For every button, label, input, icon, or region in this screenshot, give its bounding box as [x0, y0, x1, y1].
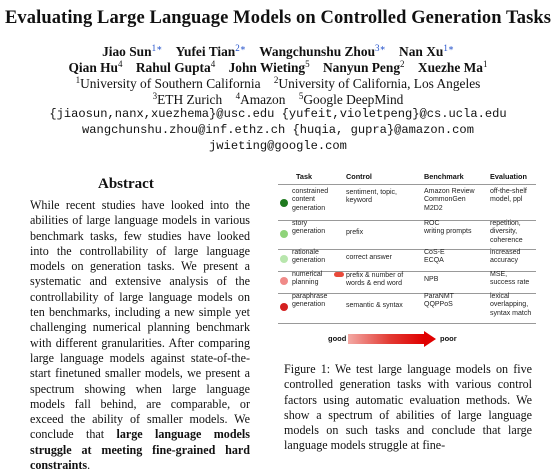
control-cell: prefix [346, 228, 364, 236]
task-status-dot [280, 199, 288, 207]
benchmark-cell: Amazon Review CommonGen M2D2 [424, 188, 475, 212]
task-status-dot [280, 303, 288, 311]
author-marker: 2 [400, 59, 405, 69]
affiliation-marker: 2 [273, 75, 279, 85]
control-cell: correct answer [346, 254, 392, 261]
figure-1-caption: Figure 1: We test large language models on five controlled generation tasks with various control factors using automatic evaluation methods. We show a spectrum of abilities of large language models on such tasks and conclude that large language models struggle at fine- [284, 362, 532, 453]
task-status-dot [280, 255, 288, 263]
affiliation-name: Google DeepMind [303, 92, 404, 107]
affiliation-name: University of California, Los Angeles [278, 76, 481, 91]
affiliation-2 [299, 92, 404, 107]
abstract-conclusion-bold: large language models struggle at meeting fine-grained hard constraints [30, 427, 250, 473]
abstract-text: While recent studies have looked into the abilities of large language models in various benchmark tasks, few studies have looked into the controllability of large language models on generation tasks. We present a systematic and extensive analysis of the controllability of large language models on ten benchmarks, including a new simple yet challenging numerical planning benchmark with different granularities. After comparing large language models against state-of-the-start finetuned smaller models, we present a spectrum showing when large language models fall behind, are comparable, or exceed the ability of smaller models. We conclude that [30, 198, 250, 442]
abstract-end-punct: . [87, 458, 91, 473]
author-marker: 4 [210, 59, 216, 69]
scale-gradient-bar [348, 334, 424, 344]
new-task-tag-icon [334, 272, 344, 277]
author-name: John Wieting [228, 60, 306, 75]
author-name: Nan Xu [399, 44, 444, 59]
author-name: Yufei Tian [175, 44, 236, 59]
evaluation-cell: MSE, success rate [490, 271, 530, 287]
author-marker: 2∗ [235, 43, 246, 53]
task-status-dot [280, 277, 288, 285]
affiliation-1 [236, 92, 286, 107]
table-rule [278, 184, 536, 185]
paper-title: Evaluating Large Language Models on Controlled Generation Tasks [4, 8, 552, 28]
author-marker: 1∗ [443, 43, 454, 53]
affiliations-line-2 [0, 88, 556, 108]
author-name: Jiao Sun [102, 44, 152, 59]
task-cell: paraphrase generation [292, 293, 328, 309]
task-cell: story generation [292, 220, 326, 236]
email-line-3: jwieting@google.com [209, 139, 347, 153]
email-line-1: {jiaosun,nanx,xuezhema}@usc.edu {yufeit,violetpeng}@cs.ucla.edu [49, 107, 507, 121]
benchmark-cell: CoS-E ECQA [424, 249, 445, 265]
author-marker: 1 [483, 59, 488, 69]
benchmark-cell: ROC writing prompts [424, 220, 472, 236]
scale-good-label: good [328, 334, 347, 343]
column-header: Task [296, 172, 313, 181]
affiliation-marker: 3 [152, 91, 158, 101]
author-name: Wangchunshu Zhou [259, 44, 376, 59]
control-cell: sentiment, topic, keyword [346, 189, 397, 205]
evaluation-cell: lexical overlapping, syntax match [490, 293, 532, 317]
control-cell: semantic & syntax [346, 302, 403, 309]
task-status-dot [280, 230, 288, 238]
column-header: Evaluation [490, 172, 527, 181]
email-line-2: wangchunshu.zhou@inf.ethz.ch {huqia, gupra}@amazon.com [82, 123, 474, 137]
author-marker: 4 [118, 59, 123, 69]
abstract-heading: Abstract [98, 176, 154, 192]
control-cell: prefix & number of words & end word [346, 272, 404, 288]
task-cell: numerical planning [292, 271, 323, 287]
evaluation-cell: off-the-shelf model, ppl [490, 188, 527, 204]
affiliation-0 [153, 92, 223, 107]
task-cell: constrained content generation [292, 188, 329, 212]
evaluation-cell: repetition, diversity, coherence [490, 220, 523, 244]
author-marker: 3∗ [375, 43, 386, 53]
column-header: Benchmark [424, 172, 464, 181]
task-cell: rationale generation [292, 249, 326, 265]
table-rule [278, 323, 536, 324]
scale-poor-label: poor [440, 334, 457, 343]
author-marker: 5 [305, 59, 310, 69]
column-header: Control [346, 172, 372, 181]
affiliation-name: ETH Zurich [157, 92, 223, 107]
author-marker: 1∗ [151, 43, 163, 53]
benchmark-cell: NPB [424, 276, 439, 283]
affiliation-name: Amazon [240, 92, 286, 107]
author-name: Qian Hu [68, 60, 118, 75]
evaluation-cell: increased accuracy [490, 249, 521, 265]
author-name: Nanyun Peng [323, 60, 401, 75]
author-name: Xuezhe Ma [417, 60, 483, 75]
scale-arrow-icon [424, 331, 436, 347]
author-name: Rahul Gupta [135, 60, 211, 75]
affiliation-marker: 1 [75, 75, 81, 85]
figure-1-table [276, 172, 540, 332]
benchmark-cell: ParaNMT QQPPoS [424, 293, 454, 309]
affiliation-name: University of Southern California [80, 76, 261, 91]
affiliation-marker: 4 [235, 91, 241, 101]
affiliation-marker: 5 [298, 91, 304, 101]
